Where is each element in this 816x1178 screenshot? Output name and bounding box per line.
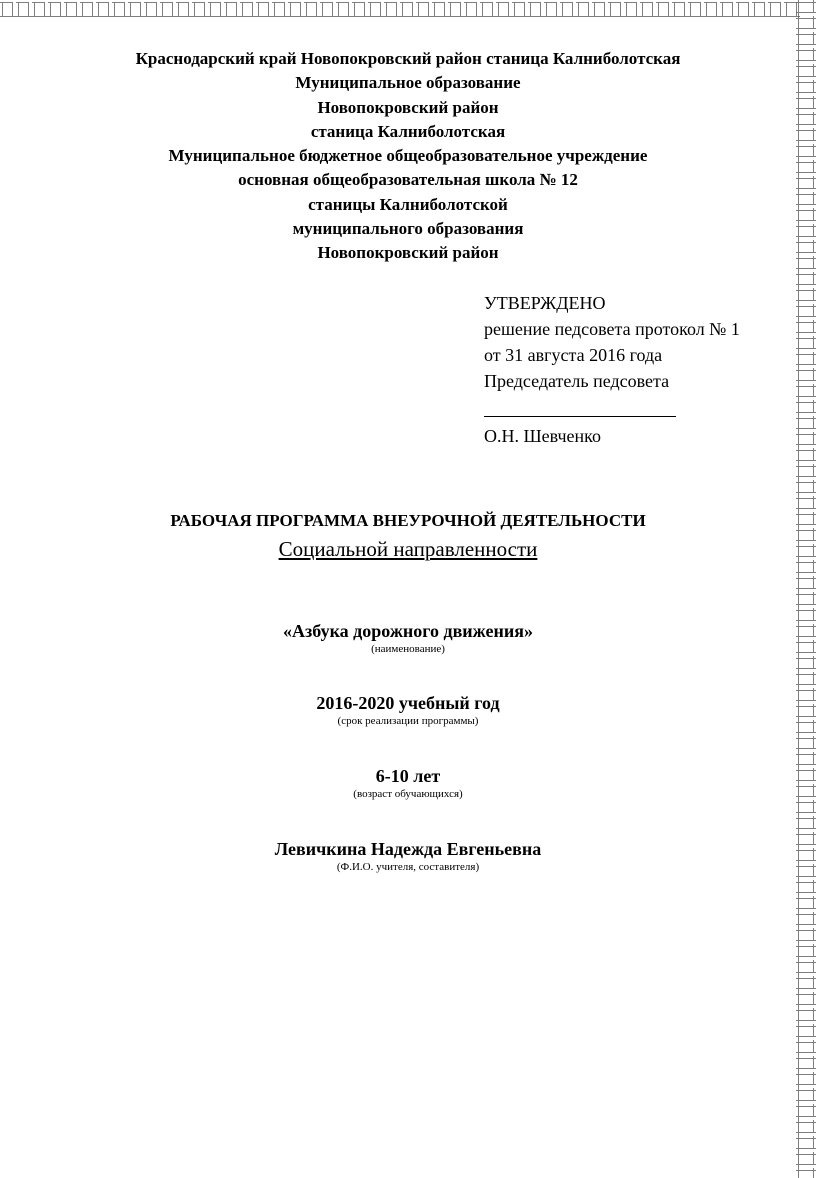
program-age: 6-10 лет <box>375 766 441 786</box>
header-line-village: станица Калниболотская <box>310 121 506 141</box>
approval-decision: решение педсовета протокол № 1 <box>484 319 740 339</box>
program-age-block <box>0 765 816 801</box>
header-line-school-municipality: муниципального образования <box>292 219 524 239</box>
program-title: РАБОЧАЯ ПРОГРАММА ВНЕУРОЧНОЙ ДЕЯТЕЛЬНОСТИ <box>170 511 646 530</box>
program-direction-wrap <box>0 537 816 562</box>
program-name: «Азбука дорожного движения» <box>283 621 533 641</box>
approval-signer: О.Н. Шевченко <box>484 426 601 446</box>
header-line-school-village: станицы Калниболотской <box>308 194 508 214</box>
decorative-border-top <box>0 0 800 18</box>
program-author-hint: (Ф.И.О. учителя, составителя) <box>336 861 480 873</box>
approval-role: Председатель педсовета <box>484 371 670 391</box>
program-direction: Социальной направленности <box>278 537 538 561</box>
program-age-hint: (возраст обучающихся) <box>353 788 463 800</box>
program-name-block <box>0 620 816 656</box>
signature-line <box>484 394 676 417</box>
program-period-block <box>0 692 816 728</box>
approval-date: от 31 августа 2016 года <box>484 345 663 365</box>
program-author: Левичкина Надежда Евгеньевна <box>274 839 542 859</box>
header-line-institution-type: Муниципальное бюджетное общеобразовательное учреждение <box>168 146 648 166</box>
school-header <box>0 47 816 266</box>
program-author-block <box>0 838 816 874</box>
approval-block <box>484 290 740 449</box>
program-period-hint: (срок реализации программы) <box>337 715 479 727</box>
program-period: 2016-2020 учебный год <box>316 693 500 713</box>
approval-status: УТВЕРЖДЕНО <box>484 293 606 313</box>
header-line-municipality: Муниципальное образование <box>295 73 521 93</box>
program-name-hint: (наименование) <box>371 643 445 655</box>
header-line-school-district: Новопокровский район <box>317 243 499 263</box>
header-line-region: Краснодарский край Новопокровский район станица Калниболотская <box>135 49 681 68</box>
header-line-district: Новопокровский район <box>317 97 499 117</box>
header-line-school-name: основная общеобразовательная школа № 12 <box>238 170 578 190</box>
